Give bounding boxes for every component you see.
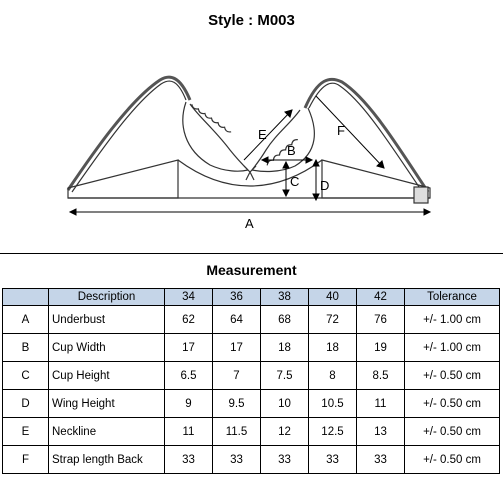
table-row bbox=[3, 306, 500, 334]
header-cell: Tolerance bbox=[405, 289, 500, 306]
table-row bbox=[3, 418, 500, 446]
row-size-value-cell: 13 bbox=[357, 418, 405, 446]
row-size-value-cell: 18 bbox=[261, 334, 309, 362]
diagram-label-e: E bbox=[258, 127, 267, 142]
row-tolerance-cell: +/- 1.00 cm bbox=[405, 306, 500, 334]
row-tolerance-cell: +/- 0.50 cm bbox=[405, 418, 500, 446]
row-code-cell: A bbox=[3, 306, 49, 334]
row-size-value-cell: 76 bbox=[357, 306, 405, 334]
row-size-value-cell: 64 bbox=[213, 306, 261, 334]
style-title: Style : M003 bbox=[208, 12, 295, 29]
row-size-value-cell: 68 bbox=[261, 306, 309, 334]
row-size-value-cell: 9 bbox=[165, 390, 213, 418]
diagram-label-f: F bbox=[337, 123, 345, 138]
header-cell: 40 bbox=[309, 289, 357, 306]
row-size-value-cell: 11 bbox=[357, 390, 405, 418]
row-description-cell: Cup Height bbox=[49, 362, 165, 390]
row-description-cell: Wing Height bbox=[49, 390, 165, 418]
table-row bbox=[3, 362, 500, 390]
row-code-cell: E bbox=[3, 418, 49, 446]
row-description-cell: Neckline bbox=[49, 418, 165, 446]
row-size-value-cell: 7 bbox=[213, 362, 261, 390]
row-size-value-cell: 33 bbox=[165, 446, 213, 474]
row-tolerance-cell: +/- 0.50 cm bbox=[405, 446, 500, 474]
header-cell: 36 bbox=[213, 289, 261, 306]
header-cell: 38 bbox=[261, 289, 309, 306]
row-size-value-cell: 33 bbox=[357, 446, 405, 474]
row-tolerance-cell: +/- 0.50 cm bbox=[405, 362, 500, 390]
row-code-cell: C bbox=[3, 362, 49, 390]
diagram-label-a: A bbox=[245, 216, 254, 231]
row-description-cell: Strap length Back bbox=[49, 446, 165, 474]
row-size-value-cell: 62 bbox=[165, 306, 213, 334]
row-size-value-cell: 18 bbox=[309, 334, 357, 362]
row-size-value-cell: 33 bbox=[261, 446, 309, 474]
measurement-title: Measurement bbox=[206, 262, 297, 278]
row-size-value-cell: 6.5 bbox=[165, 362, 213, 390]
row-code-cell: B bbox=[3, 334, 49, 362]
row-code-cell: D bbox=[3, 390, 49, 418]
row-size-value-cell: 8 bbox=[309, 362, 357, 390]
header-cell: Description bbox=[49, 289, 165, 306]
table-header-row bbox=[3, 289, 500, 306]
row-size-value-cell: 11 bbox=[165, 418, 213, 446]
row-tolerance-cell: +/- 0.50 cm bbox=[405, 390, 500, 418]
table-row bbox=[3, 334, 500, 362]
row-size-value-cell: 72 bbox=[309, 306, 357, 334]
row-size-value-cell: 17 bbox=[165, 334, 213, 362]
diagram-label-b: B bbox=[287, 143, 296, 158]
row-size-value-cell: 17 bbox=[213, 334, 261, 362]
header-cell bbox=[3, 289, 49, 306]
row-size-value-cell: 10 bbox=[261, 390, 309, 418]
row-size-value-cell: 19 bbox=[357, 334, 405, 362]
row-tolerance-cell: +/- 1.00 cm bbox=[405, 334, 500, 362]
diagram-label-d: D bbox=[320, 178, 330, 193]
header-cell: 34 bbox=[165, 289, 213, 306]
row-size-value-cell: 7.5 bbox=[261, 362, 309, 390]
row-size-value-cell: 10.5 bbox=[309, 390, 357, 418]
row-size-value-cell: 33 bbox=[213, 446, 261, 474]
row-size-value-cell: 9.5 bbox=[213, 390, 261, 418]
row-description-cell: Cup Width bbox=[49, 334, 165, 362]
diagram-label-c: C bbox=[290, 174, 300, 189]
table-row bbox=[3, 446, 500, 474]
table-row bbox=[3, 390, 500, 418]
measurement-table bbox=[2, 288, 500, 474]
row-size-value-cell: 33 bbox=[309, 446, 357, 474]
row-size-value-cell: 12.5 bbox=[309, 418, 357, 446]
row-size-value-cell: 8.5 bbox=[357, 362, 405, 390]
bra-diagram bbox=[0, 60, 503, 235]
section-divider bbox=[0, 253, 503, 254]
row-description-cell: Underbust bbox=[49, 306, 165, 334]
row-code-cell: F bbox=[3, 446, 49, 474]
row-size-value-cell: 11.5 bbox=[213, 418, 261, 446]
header-cell: 42 bbox=[357, 289, 405, 306]
row-size-value-cell: 12 bbox=[261, 418, 309, 446]
